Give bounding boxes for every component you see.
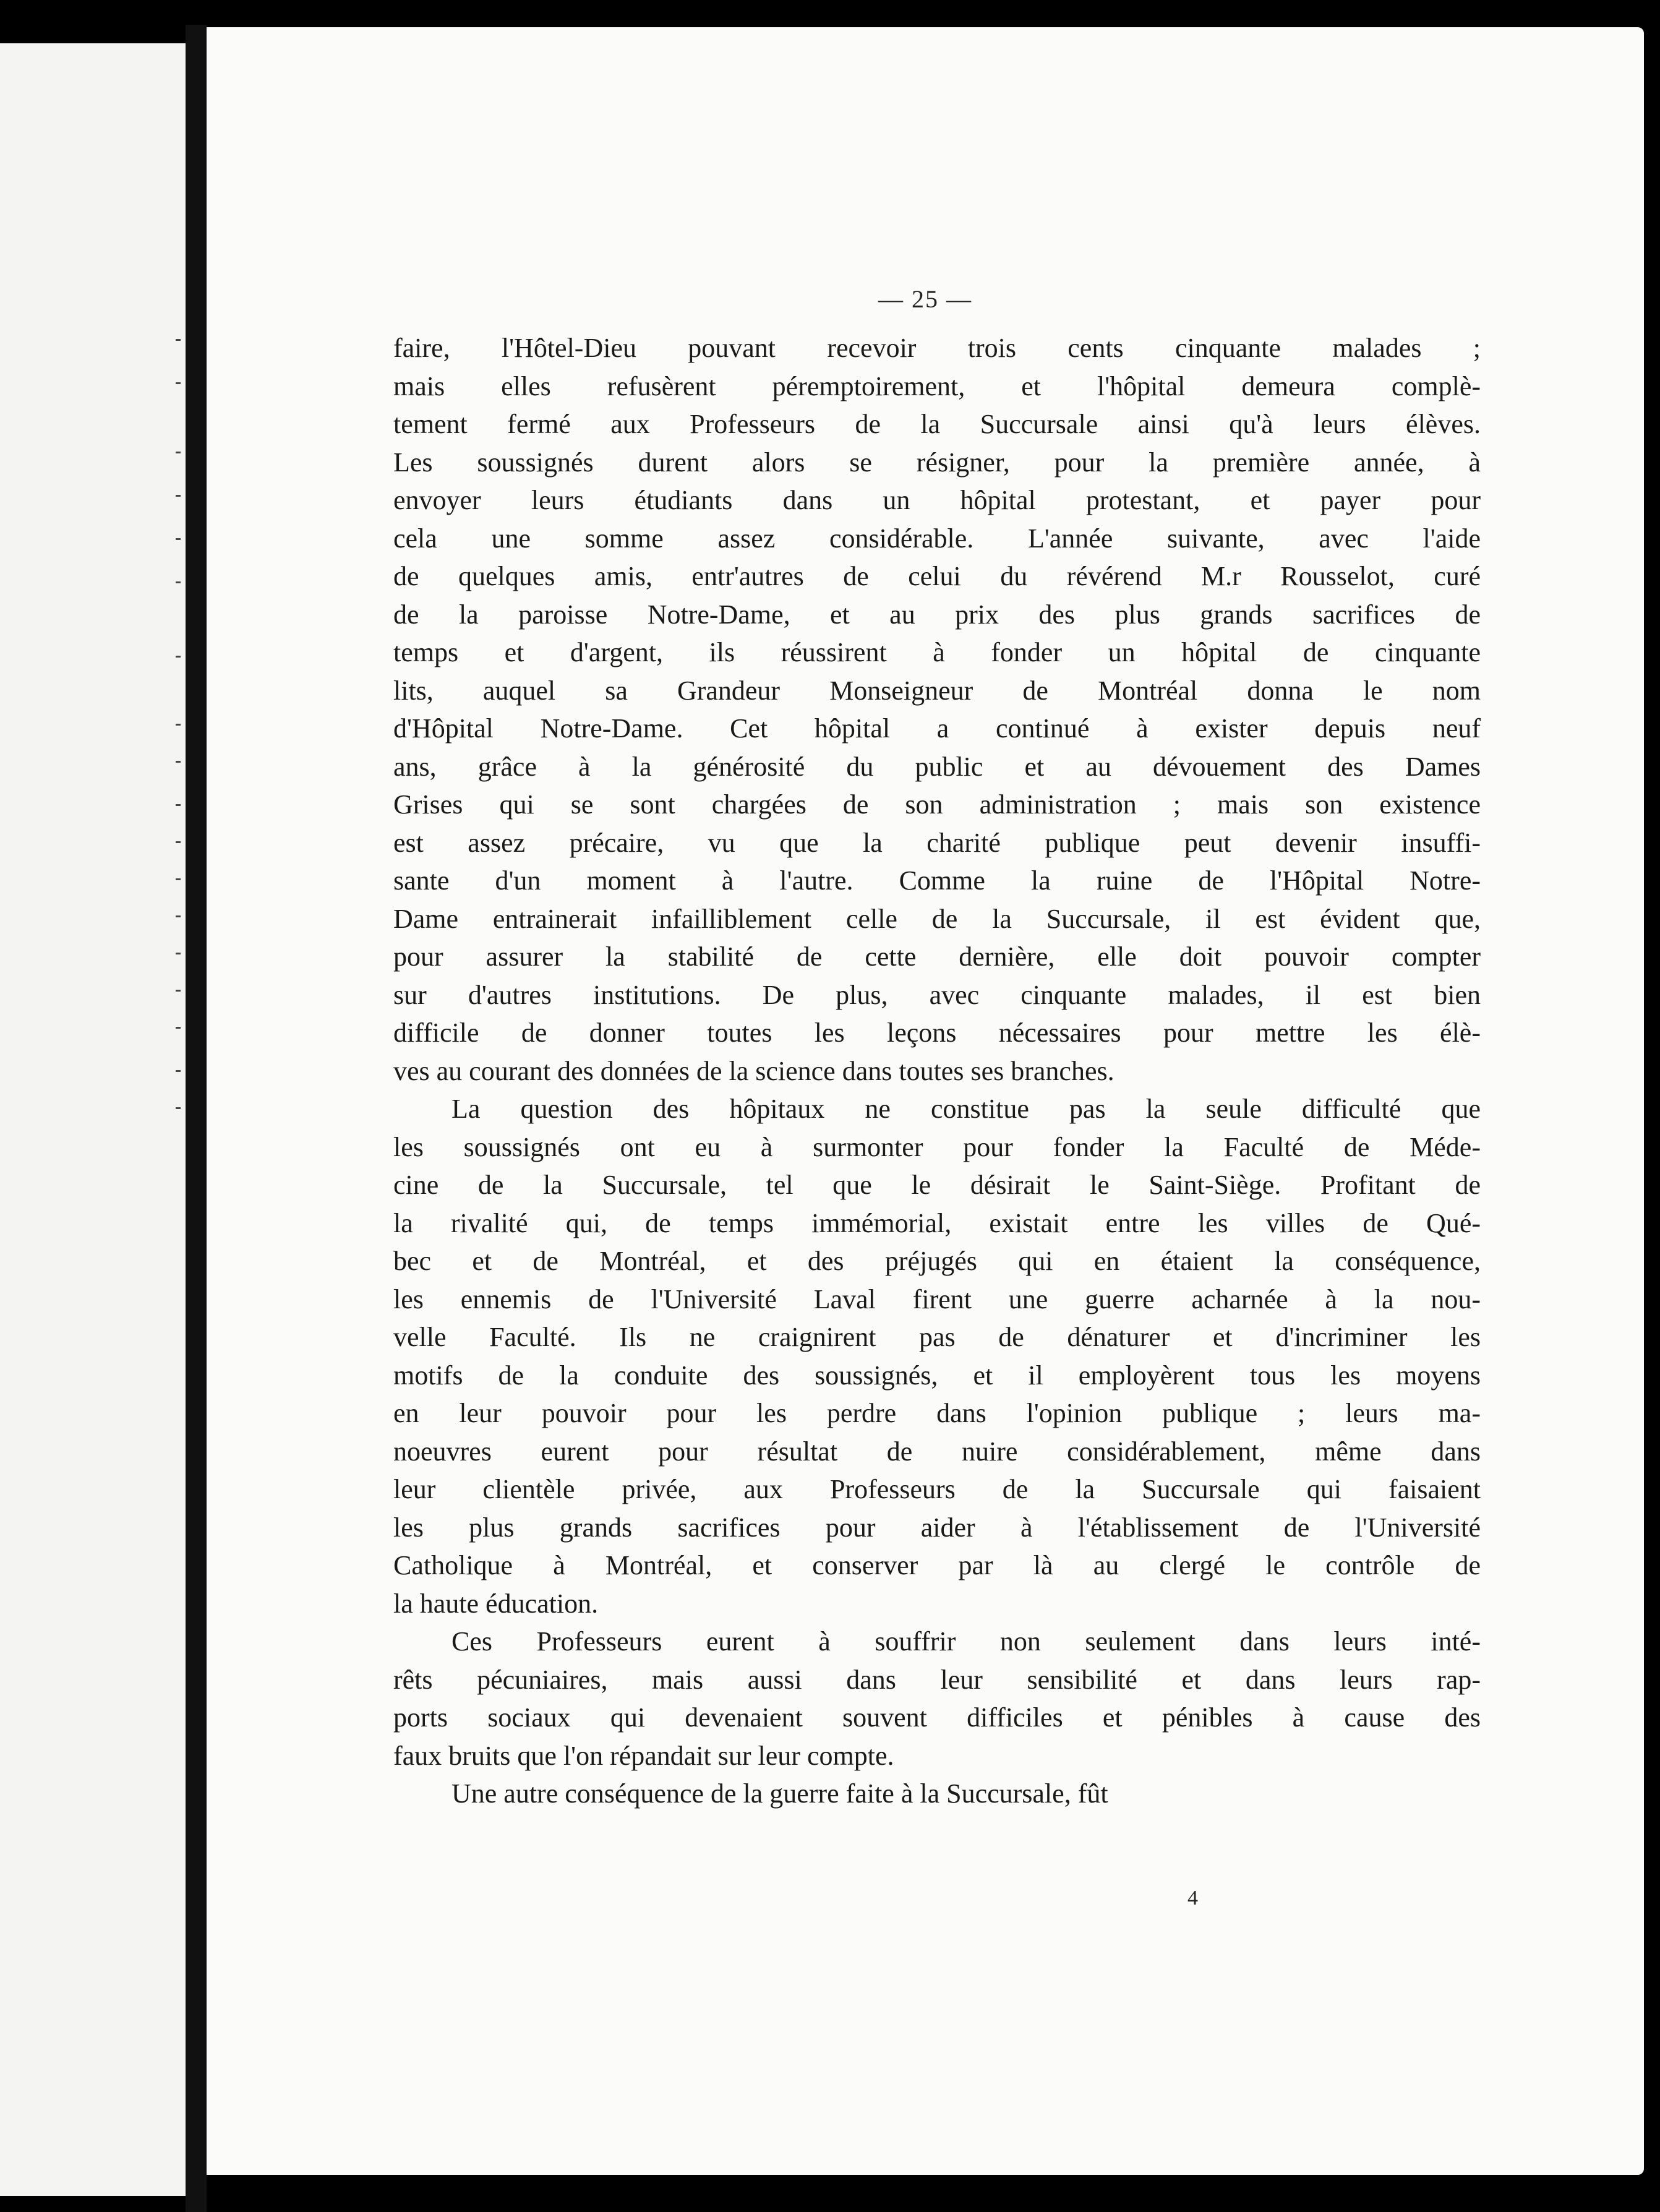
text-line: bec et de Montréal, et des préjugés qui en étaient la conséquence,: [393, 1246, 1481, 1276]
text-line: ves au courant des données de la science dans toutes ses branches.: [393, 1055, 1115, 1086]
text-line: temps et d'argent, ils réussirent à fonder un hôpital de cinquante: [393, 637, 1481, 667]
signature-mark: 4: [1187, 1887, 1198, 1910]
edge-mark: [176, 382, 181, 384]
text-line: les soussignés ont eu à surmonter pour fonder la Faculté de Méde-: [393, 1131, 1481, 1162]
edge-mark: [176, 1027, 181, 1029]
facing-page-edge: [0, 43, 186, 2196]
text-line: sante d'un moment à l'autre. Comme la ruine de l'Hôpital Notre-: [393, 865, 1481, 896]
edge-mark: [176, 915, 181, 917]
text-line: ans, grâce à la générosité du public et au dévouement des Dames: [393, 751, 1481, 782]
text-line: La question des hôpitaux ne constitue pas la seule difficulté que: [451, 1094, 1481, 1124]
text-line: ports sociaux qui devenaient souvent difficiles et pénibles à cause des: [393, 1702, 1481, 1733]
text-line: velle Faculté. Ils ne craignirent pas de dénaturer et d'incriminer les: [393, 1322, 1481, 1352]
text-line: faux bruits que l'on répandait sur leur compte.: [393, 1740, 894, 1771]
text-line: rêts pécuniaires, mais aussi dans leur sensibilité et dans leurs rap-: [393, 1664, 1481, 1695]
text-line: Grises qui se sont chargées de son administration ; mais son existence: [393, 789, 1481, 820]
text-line: en leur pouvoir pour les perdre dans l'opinion publique ; leurs ma-: [393, 1398, 1481, 1428]
text-line: d'Hôpital Notre-Dame. Cet hôpital a continué à exister depuis neuf: [393, 713, 1481, 744]
text-line: tement fermé aux Professeurs de la Succursale ainsi qu'à leurs élèves.: [393, 409, 1481, 439]
text-line: noeuvres eurent pour résultat de nuire considérablement, même dans: [393, 1436, 1481, 1467]
text-line: Dame entrainerait infailliblement celle de la Succursale, il est évident que,: [393, 903, 1481, 934]
edge-mark: [176, 581, 181, 583]
text-line: est assez précaire, vu que la charité publique peut devenir insuffi-: [393, 827, 1481, 858]
edge-mark: [176, 841, 181, 843]
text-line: difficile de donner toutes les leçons nécessaires pour mettre les élè-: [393, 1018, 1481, 1048]
book-gutter: [186, 25, 207, 2212]
text-line: Catholique à Montréal, et conserver par là au clergé le contrôle de: [393, 1550, 1481, 1580]
text-line: sur d'autres institutions. De plus, avec cinquante malades, il est bien: [393, 979, 1481, 1010]
text-line: les plus grands sacrifices pour aider à l'établissement de l'Université: [393, 1512, 1481, 1543]
text-line: la rivalité qui, de temps immémorial, existait entre les villes de Qué-: [393, 1207, 1481, 1238]
body-text: [393, 329, 1481, 1813]
document-page: [207, 27, 1644, 2175]
edge-mark: [176, 804, 181, 806]
text-line: mais elles refusèrent péremptoirement, et l'hôpital demeura complè-: [393, 371, 1481, 401]
edge-mark: [176, 990, 181, 992]
edge-mark: [176, 452, 181, 453]
edge-mark: [176, 1107, 181, 1109]
text-line: leur clientèle privée, aux Professeurs de la Succursale qui faisaient: [393, 1474, 1481, 1504]
page-number: — 25 —: [878, 285, 972, 313]
edge-mark: [176, 656, 181, 658]
edge-mark: [176, 761, 181, 763]
text-line: Ces Professeurs eurent à souffrir non seulement dans leurs inté-: [451, 1626, 1481, 1657]
edge-mark: [176, 1070, 181, 1072]
text-line: envoyer leurs étudiants dans un hôpital protestant, et payer pour: [393, 485, 1481, 515]
text-line: motifs de la conduite des soussignés, et il employèrent tous les moyens: [393, 1360, 1481, 1391]
text-line: Une autre conséquence de la guerre faite à la Succursale, fût: [451, 1778, 1108, 1809]
edge-mark: [176, 953, 181, 954]
text-line: pour assurer la stabilité de cette dernière, elle doit pouvoir compter: [393, 941, 1481, 972]
text-line: de la paroisse Notre-Dame, et au prix des plus grands sacrifices de: [393, 599, 1481, 630]
edge-mark: [176, 495, 181, 497]
text-line: Les soussignés durent alors se résigner, pour la première année, à: [393, 447, 1481, 478]
text-line: cine de la Succursale, tel que le désirait le Saint-Siège. Profitant de: [393, 1170, 1481, 1200]
text-line: lits, auquel sa Grandeur Monseigneur de Montréal donna le nom: [393, 675, 1481, 706]
edge-mark: [176, 878, 181, 880]
text-line: faire, l'Hôtel-Dieu pouvant recevoir trois cents cinquante malades ;: [393, 333, 1481, 363]
edge-mark: [176, 724, 181, 726]
edge-mark: [176, 538, 181, 540]
text-line: de quelques amis, entr'autres de celui du révérend M.r Rousselot, curé: [393, 561, 1481, 591]
text-line: la haute éducation.: [393, 1588, 599, 1619]
text-line: cela une somme assez considérable. L'année suivante, avec l'aide: [393, 523, 1481, 554]
text-line: les ennemis de l'Université Laval firent une guerre acharnée à la nou-: [393, 1284, 1481, 1314]
edge-mark: [176, 339, 181, 341]
